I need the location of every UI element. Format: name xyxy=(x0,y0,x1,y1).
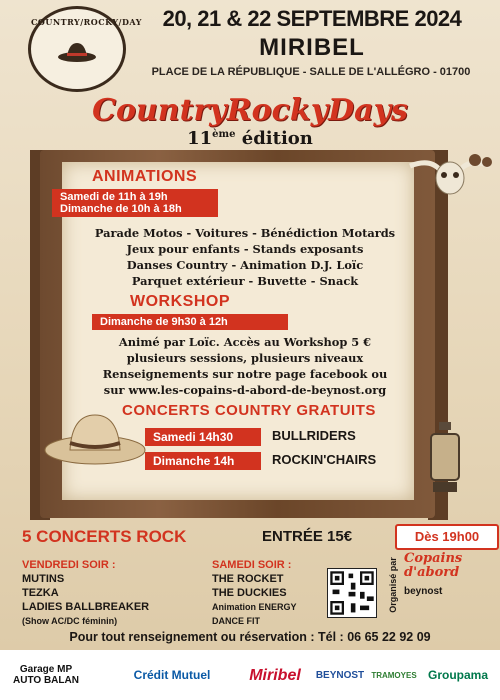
workshop-details xyxy=(80,334,410,398)
animations-hours-sunday: Dimanche de 10h à 18h xyxy=(60,203,182,215)
organizer-town: beynost xyxy=(404,586,443,597)
event-city: MIRIBEL xyxy=(259,34,365,61)
sponsor-groupama-logo xyxy=(420,658,496,692)
cowboy-icon xyxy=(57,37,97,67)
animations-title: ANIMATIONS xyxy=(92,168,198,185)
edition xyxy=(170,128,330,149)
rock-start-time: Dès 19h00 xyxy=(395,524,499,550)
country-concerts-title: CONCERTS COUNTRY GRATUITS xyxy=(122,402,376,419)
list-item: Danses Country - Animation D.J. Loïc xyxy=(126,258,364,272)
edition-suffix: ème xyxy=(212,129,236,140)
edition-number: 11 xyxy=(187,128,213,149)
sponsor-miribel-logo xyxy=(240,658,310,692)
organizer-prefix: Organisé par xyxy=(388,557,398,613)
entry-price: ENTRÉE 15€ xyxy=(262,528,353,545)
friday-lineup xyxy=(22,558,149,628)
qr-code[interactable] xyxy=(327,568,377,618)
workshop-time: Dimanche de 9h30 à 12h xyxy=(92,314,288,330)
list-item: plusieurs sessions, plusieurs niveaux xyxy=(126,351,364,365)
list-item: THE ROCKET xyxy=(212,573,284,585)
sponsor-name: Crédit Mutuel xyxy=(133,667,211,682)
sponsors-bar xyxy=(0,650,500,700)
friday-note: (Show AC/DC féminin) xyxy=(22,616,118,626)
list-item: THE DUCKIES xyxy=(212,587,287,599)
bull-skull-icon xyxy=(405,148,495,208)
sponsor-name: Garage MP AUTO BALAN xyxy=(13,664,79,686)
saturday-note-2: DANCE FIT xyxy=(212,616,260,626)
sponsor-name: Miribel xyxy=(249,666,301,684)
country-concert-band-1: BULLRIDERS xyxy=(272,428,356,443)
country-concert-day-2: Dimanche 14h xyxy=(145,452,261,470)
rock-concerts-title: 5 CONCERTS ROCK xyxy=(22,527,187,546)
country-concert-band-2: ROCKIN'CHAIRS xyxy=(272,452,377,467)
sponsor-garage-logo xyxy=(6,658,86,692)
animations-hours xyxy=(52,189,218,217)
list-item: MUTINS xyxy=(22,573,65,585)
list-item: LADIES BALLBREAKER xyxy=(22,601,150,613)
animations-hours-saturday: Samedi de 11h à 19h xyxy=(60,191,168,203)
list-item: Parquet extérieur - Buvette - Snack xyxy=(131,274,359,288)
organizer-logo xyxy=(404,552,482,626)
saturday-lineup xyxy=(212,558,297,628)
sponsor-name: Groupama xyxy=(427,667,488,682)
event-dates: 20, 21 & 22 SEPTEMBRE 2024 xyxy=(162,6,462,31)
sponsor-name: BEYNOST xyxy=(315,669,365,681)
sponsor-name: TRAMOYES xyxy=(371,670,417,680)
organizer-name: Copains d'abord xyxy=(404,551,463,580)
sponsor-tramoyes-logo xyxy=(370,658,418,692)
logo-text: COUNTRY/ROCKY/DAY xyxy=(31,17,142,27)
list-item: Parade Motos - Voitures - Bénédiction Motards xyxy=(94,226,396,240)
list-item: Renseignements sur notre page facebook ou xyxy=(102,367,388,381)
country-rocky-day-logo xyxy=(28,6,142,92)
list-item: sur www.les-copains-d-abord-de-beynost.org xyxy=(103,383,387,397)
saturday-title: SAMEDI SOIR : xyxy=(212,559,292,571)
organizer-prefix-box xyxy=(382,556,404,626)
animations-list xyxy=(80,225,410,289)
list-item: Animé par Loïc. Accès au Workshop 5 € xyxy=(118,335,372,349)
workshop-title: WORKSHOP xyxy=(130,293,230,310)
sponsor-beynost-logo xyxy=(312,658,368,692)
contact-footer: Pour tout renseignement ou réservation : Tél : 06 65 22 92 09 xyxy=(69,630,431,644)
saturday-note-1: Animation ENERGY xyxy=(212,602,297,612)
lantern-icon xyxy=(425,420,465,500)
cowboy-hat-icon xyxy=(40,395,150,475)
sponsor-credit-mutuel-logo xyxy=(112,658,232,692)
country-concert-day-1: Samedi 14h30 xyxy=(145,428,261,446)
edition-word: édition xyxy=(241,128,313,149)
event-title: CountryRockyDays xyxy=(92,93,408,128)
list-item: TEZKA xyxy=(22,587,59,599)
friday-title: VENDREDI SOIR : xyxy=(22,559,116,571)
event-place: PLACE DE LA RÉPUBLIQUE - SALLE DE L'ALLÉGRO - 01700 xyxy=(151,66,471,78)
list-item: Jeux pour enfants - Stands exposants xyxy=(126,242,364,256)
